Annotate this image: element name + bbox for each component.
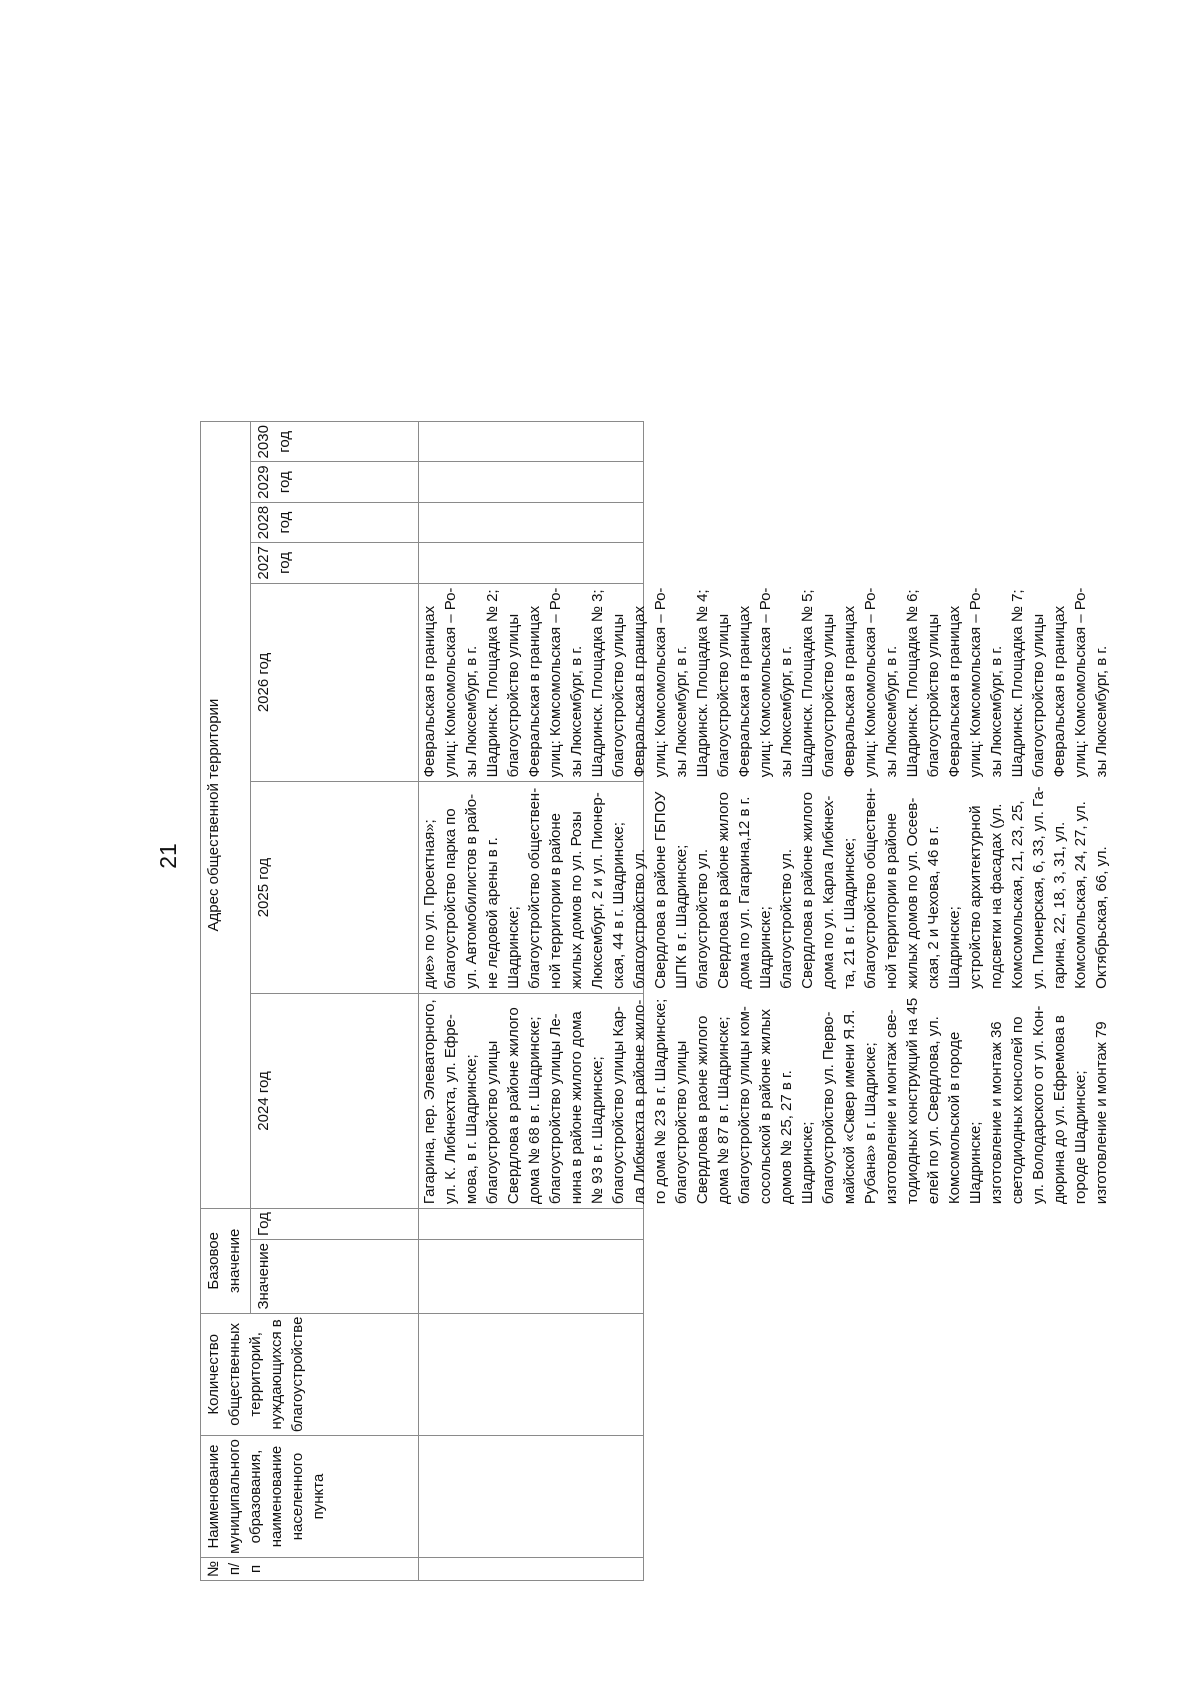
header-territory-count: Количество общественных территорий, нуждающихся в благоустройстве xyxy=(201,1313,419,1436)
address-line: зы Люксембург, в г. xyxy=(463,645,480,778)
address-line: изготовление и монтаж 36 xyxy=(988,1021,1005,1205)
address-line: дома № 87 в г. Шадринске; xyxy=(715,1016,732,1205)
cell-municipality xyxy=(419,1436,644,1558)
address-line: улиц: Комсомольская – Ро- xyxy=(1072,587,1089,778)
address-line: Шадринске; xyxy=(799,1121,816,1205)
address-line: благоустройство улицы Кар- xyxy=(610,1006,627,1205)
address-line: Февральская в границах xyxy=(526,605,543,778)
address-line: нина в районе жилого дома xyxy=(568,1011,585,1205)
address-2024-text xyxy=(419,997,1110,1205)
address-line: благоустройство ул. xyxy=(778,848,795,989)
address-2026-text xyxy=(419,587,1110,778)
address-line: ул. Пионерская, 6, 33, ул. Га- xyxy=(1030,786,1047,989)
header-year-2027: 2027 год xyxy=(251,543,419,583)
address-line: та, 21 в г. Шадринске; xyxy=(841,837,858,989)
address-line: благоустройство улицы xyxy=(505,613,522,778)
header-row-number: № п/п xyxy=(201,1557,419,1580)
header-year-2026: 2026 год xyxy=(251,583,419,782)
address-line: Шадринске; xyxy=(946,906,963,989)
address-line: Шадринск. Площадка № 7; xyxy=(1009,589,1026,778)
address-line: Люксембург, 2 и ул. Пионер- xyxy=(589,792,606,989)
address-line: елей по ул. Свердлова, ул. xyxy=(925,1016,942,1205)
address-line: Октябрьская, 66, ул. xyxy=(1093,846,1110,989)
address-line: Комсомольская, 21, 23, 25, xyxy=(1009,800,1026,989)
header-base-value: Значение xyxy=(251,1240,419,1314)
address-line: улиц: Комсомольская – Ро- xyxy=(862,587,879,778)
address-line: дома по ул. Гагарина,12 в г. xyxy=(736,796,753,989)
cell-territory-count xyxy=(419,1313,644,1436)
address-line: Свердлова в раоне жилого xyxy=(694,1015,711,1205)
address-line: зы Люксембург, в г. xyxy=(673,645,690,778)
address-line: устройство архитектурной xyxy=(967,805,984,989)
address-line: благоустройство ул. xyxy=(694,848,711,989)
header-year-2030: 2030 год xyxy=(251,422,419,462)
address-line: зы Люксембург, в г. xyxy=(988,645,1005,778)
address-line: № 93 в г. Шадринске; xyxy=(589,1056,606,1205)
address-line: зы Люксембург, в г. xyxy=(568,645,585,778)
cell-base-year xyxy=(419,1209,644,1240)
address-line: ская, 2 и Чехова, 46 в г. xyxy=(925,825,942,989)
address-line: дома по ул. Карла Либкнех- xyxy=(820,795,837,989)
address-line: подсветки на фасадах (ул. xyxy=(988,803,1005,989)
address-line: жилых домов по ул. Розы xyxy=(568,811,585,989)
address-line: благоустройство улицы xyxy=(925,613,942,778)
address-line: сосольской в районе жилых xyxy=(757,1008,774,1205)
address-line: ул. Автомобилистов в райо- xyxy=(463,793,480,989)
address-line: улиц: Комсомольская – Ро- xyxy=(442,587,459,778)
address-line: майской «Сквер имени Я.Я. xyxy=(841,1009,858,1205)
header-year-2025: 2025 год xyxy=(251,782,419,994)
address-line: благоустройство улицы xyxy=(1030,613,1047,778)
address-line: благоустройство ул. xyxy=(631,848,648,989)
address-line: благоустройство ул. Перво- xyxy=(820,1011,837,1205)
address-line: тодиодных конструкций на 45 xyxy=(904,997,921,1205)
address-line: благоустройство улицы Ле- xyxy=(547,1013,564,1205)
address-line: улиц: Комсомольская – Ро- xyxy=(757,587,774,778)
address-line: светодиодных консолей по xyxy=(1009,1016,1026,1205)
address-line: мова, в г. Шадринске; xyxy=(463,1054,480,1205)
address-line: жилых домов по ул. Осеев- xyxy=(904,797,921,989)
cell-address-2027 xyxy=(419,543,644,583)
address-line: Февральская в границах xyxy=(841,605,858,778)
address-line: улиц: Комсомольская – Ро- xyxy=(967,587,984,778)
address-line: дома № 68 в г. Шадринске; xyxy=(526,1016,543,1205)
header-address-group: Адрес общественной территории xyxy=(201,422,251,1209)
address-line: ская, 44 в г. Шадринске; xyxy=(610,822,627,989)
address-line: ной территории в районе xyxy=(883,813,900,989)
cell-address-2029 xyxy=(419,462,644,502)
address-line: дюрина до ул. Ефремова в xyxy=(1051,1015,1068,1205)
address-line: ШПК в г. Шадринске; xyxy=(673,844,690,989)
address-line: зы Люксембург, в г. xyxy=(883,645,900,778)
address-line: благоустройство улицы xyxy=(820,613,837,778)
header-base-value-group: Базовое значение xyxy=(201,1209,251,1313)
address-line: Шадринск. Площадка № 3; xyxy=(589,589,606,778)
address-line: домов № 25, 27 в г. xyxy=(778,1070,795,1205)
address-line: не ледовой арены в г. xyxy=(484,837,501,989)
address-line: Шадринске; xyxy=(757,906,774,989)
table-row xyxy=(419,422,644,1581)
cell-address-2028 xyxy=(419,502,644,542)
address-line: Гагарина, пер. Элеваторного, xyxy=(421,999,438,1205)
address-line: Комсомольской в городе xyxy=(946,1031,963,1205)
address-line: благоустройство улицы xyxy=(715,613,732,778)
address-line: благоустройство обществен- xyxy=(526,787,543,989)
header-year-2028: 2028 год xyxy=(251,502,419,542)
address-line: Февральская в границах xyxy=(946,605,963,778)
address-line: благоустройство парка по xyxy=(442,808,459,989)
address-line: Свердлова в районе жилого xyxy=(715,792,732,989)
cell-address-2025 xyxy=(419,782,1110,994)
address-line: городе Шадринске; xyxy=(1072,1070,1089,1205)
address-line: Шадринск. Площадка № 2; xyxy=(484,589,501,778)
cell-address-2026 xyxy=(419,583,1110,782)
cell-address-2024 xyxy=(419,993,1110,1208)
public-territories-table xyxy=(200,421,1110,1581)
address-line: Шадринск. Площадка № 4; xyxy=(694,589,711,778)
address-line: Февральская в границах xyxy=(421,605,438,778)
header-municipality: Наименование муниципального образования, наименование населенного пункта xyxy=(201,1436,419,1558)
address-line: Шадринске; xyxy=(505,906,522,989)
address-line: Февральская в границах xyxy=(631,605,648,778)
page-number: 21 xyxy=(155,843,181,869)
header-year-2029: 2029 год xyxy=(251,462,419,502)
address-line: Комсомольская, 24, 27, ул. xyxy=(1072,801,1089,989)
cell-row-number xyxy=(419,1557,644,1580)
address-line: благоустройство улицы xyxy=(610,613,627,778)
address-line: гарина, 22, 18, 3, 31, ул. xyxy=(1051,821,1068,989)
address-line: изготовление и монтаж све- xyxy=(883,1009,900,1205)
address-line: дие» по ул. Проектная»; xyxy=(421,819,438,989)
address-line: благоустройство улицы xyxy=(673,1040,690,1205)
address-line: го дома № 23 в г. Шадринске; xyxy=(652,998,669,1205)
address-line: улиц: Комсомольская – Ро- xyxy=(547,587,564,778)
address-line: улиц: Комсомольская – Ро- xyxy=(652,587,669,778)
address-line: Шадринске; xyxy=(967,1121,984,1205)
address-2025-text xyxy=(419,786,1110,989)
header-year-2024: 2024 год xyxy=(251,993,419,1208)
address-line: изготовление и монтаж 79 xyxy=(1093,1021,1110,1205)
address-line: Свердлова в районе ГБПОУ xyxy=(652,791,669,989)
address-line: благоустройство улицы xyxy=(484,1040,501,1205)
cell-base-value xyxy=(419,1240,644,1314)
address-line: Шадринск. Площадка № 6; xyxy=(904,589,921,778)
address-line: Рубана» в г. Шадриске; xyxy=(862,1042,879,1205)
address-line: Свердлова в районе жилого xyxy=(799,792,816,989)
address-line: зы Люксембург, в г. xyxy=(778,645,795,778)
address-line: ла Либкнехта в районе жило- xyxy=(631,999,648,1205)
address-line: зы Люксембург, в г. xyxy=(1093,645,1110,778)
header-base-year: Год xyxy=(251,1209,419,1240)
address-line: Шадринск. Площадка № 5; xyxy=(799,589,816,778)
address-line: благоустройство обществен- xyxy=(862,787,879,989)
address-line: ул. К. Либкнехта, ул. Ефре- xyxy=(442,1014,459,1205)
address-line: благоустройство улицы ком- xyxy=(736,1006,753,1205)
address-line: Февральская в границах xyxy=(1051,605,1068,778)
address-line: Свердлова в районе жилого xyxy=(505,1007,522,1205)
address-line: ной территории в районе xyxy=(547,813,564,989)
cell-address-2030 xyxy=(419,422,644,462)
address-line: Февральская в границах xyxy=(736,605,753,778)
address-line: ул. Володарского от ул. Кон- xyxy=(1030,1005,1047,1205)
